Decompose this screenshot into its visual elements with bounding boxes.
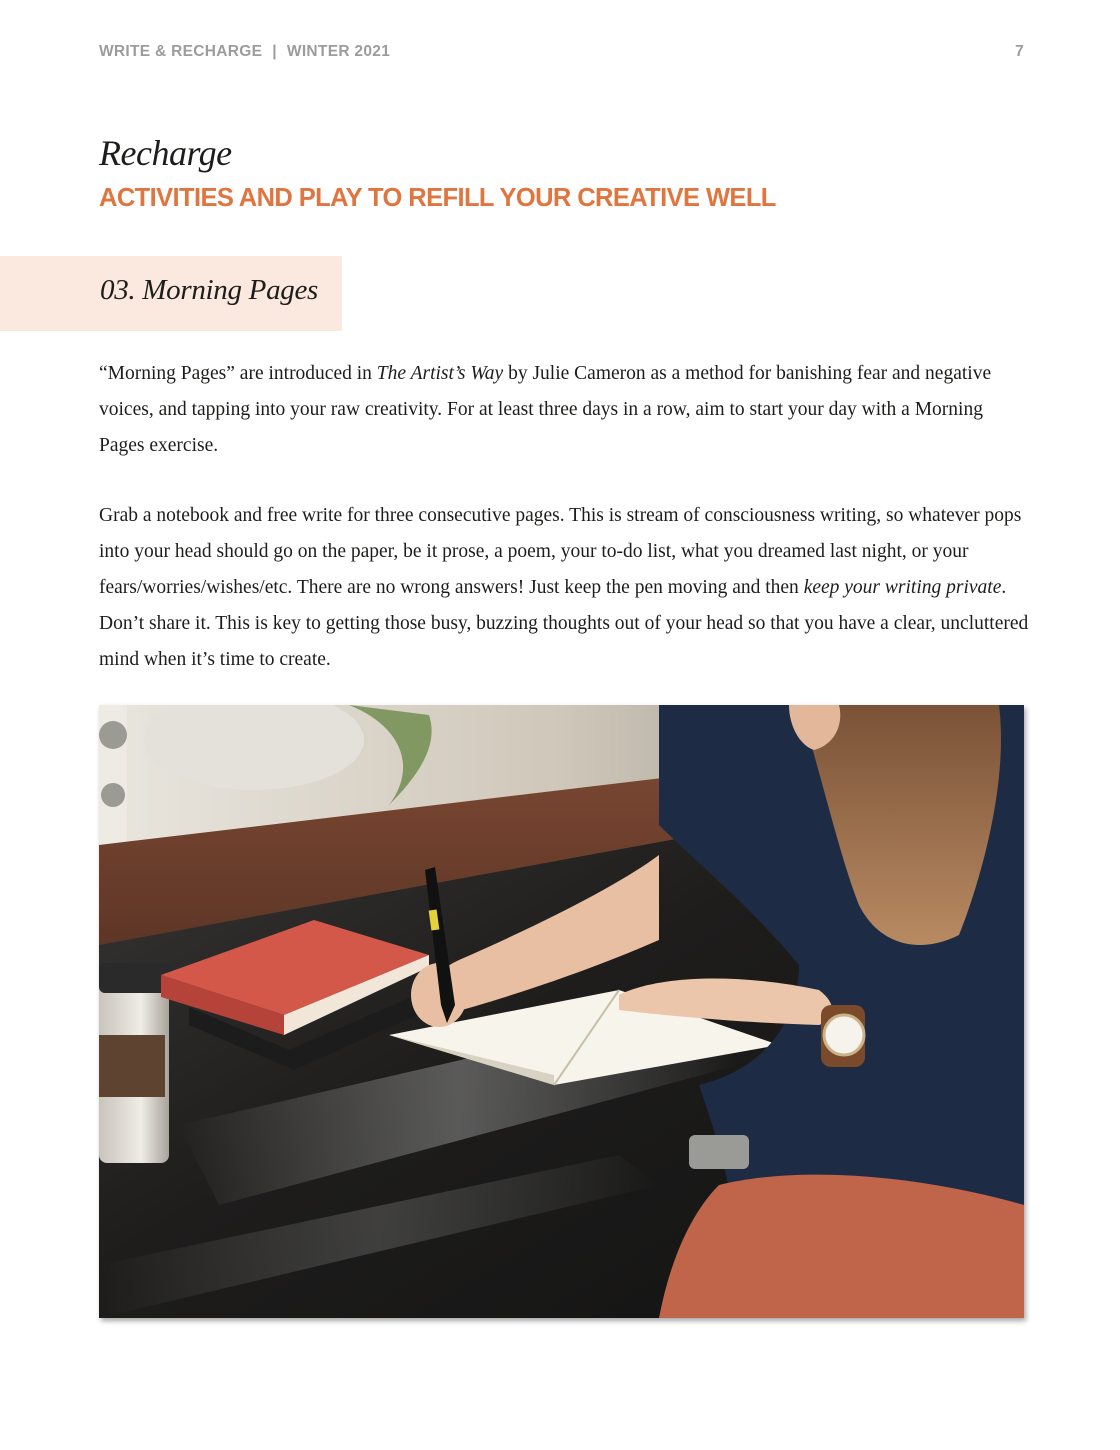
intro-paragraph xyxy=(99,356,1029,464)
writing-photo xyxy=(99,705,1024,1318)
running-header xyxy=(99,41,1024,63)
page-number: 7 xyxy=(1015,43,1024,60)
publication-name: WRITE & RECHARGE xyxy=(99,43,263,60)
header-separator: | xyxy=(272,43,277,60)
book-title: The Artist’s Way xyxy=(376,363,504,384)
photo-illustration xyxy=(99,705,1024,1318)
instructions-paragraph xyxy=(99,498,1029,678)
body-copy xyxy=(99,356,1029,712)
cup-sleeve xyxy=(99,1035,165,1097)
issue-label: WINTER 2021 xyxy=(286,43,391,60)
intro-text-end: by Julie Cameron as a method for banishing fear and negative voices, and tapping into your raw creativity. For at least three days in a row, aim to start your day with a Morning Pages exercise. xyxy=(99,363,992,456)
instructions-text-end: . Don’t share it. This is key to getting those busy, buzzing thoughts out of your head so that you have a clear, uncluttered mind when it’s time to create. xyxy=(99,577,1029,670)
watch-face xyxy=(824,1015,864,1055)
section-title: Recharge xyxy=(99,133,232,173)
intro-text-start: “Morning Pages” are introduced in xyxy=(99,363,377,384)
section-subtitle: ACTIVITIES AND PLAY TO REFILL YOUR CREATIVE WELL xyxy=(99,184,776,212)
woman-trousers xyxy=(659,1175,1024,1318)
chair-fitting xyxy=(689,1135,749,1169)
vase xyxy=(99,705,127,845)
activity-heading: 03. Morning Pages xyxy=(100,274,319,306)
publication-line xyxy=(99,43,390,61)
privacy-emphasis: keep your writing private xyxy=(803,577,1002,598)
instructions-text-start: Grab a notebook and free write for three consecutive pages. This is stream of consciousness writing, so whatever pops into your head should go on the paper, be it prose, a poem, your to-do list, what you dreamed last night, or your fears/worries/wishes/etc. There are no wrong answers! Just keep the pen moving and then xyxy=(99,505,1022,598)
